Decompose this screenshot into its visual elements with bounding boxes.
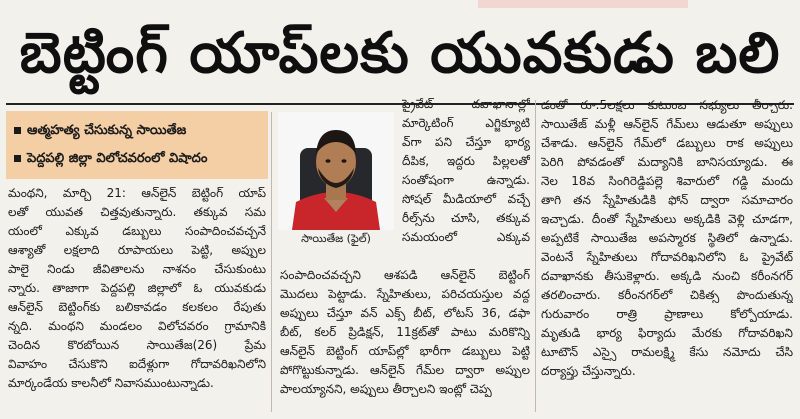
- highlight-text-1: ఆత్మహత్య చేసుకున్న సాయితేజ: [27, 123, 187, 138]
- text-line: పెరిగి పోవడంతో మద్యానికి బానిసయ్యాడు. ఈ: [541, 155, 793, 169]
- text-line: న్నది. మంథని మండలం విలోచవరం గ్రామానికి: [8, 319, 266, 333]
- text-line: సోషల్ మీడియాలో వచ్చే: [402, 192, 530, 206]
- top-color-band: [478, 0, 688, 8]
- text-line: పాలై నిండు జీవితాలను నాశనం చేసుకుంటు: [8, 262, 266, 276]
- text-line: ఆన్‌లైన్ బెట్టింగ్‌కు బలికావడం కలకలం రేపుతు: [8, 300, 266, 314]
- text-line: సంపాదించవచ్చని ఆశపడి ఆన్‌లైన్ బెట్టింగ్: [280, 268, 530, 282]
- text-line: అప్పటికే సాయితేజ అపస్మారక స్థితిలో ఉన్నాడు.: [541, 231, 793, 245]
- bullet-icon: [14, 155, 21, 162]
- text-line: వెంటనే స్నేహితులు గోదావరిఖనిలోని ఓ ప్రైవేట్: [541, 250, 793, 264]
- text-line: అప్పులు చేస్తూ వన్ ఎక్స్ బీట్, లోటస్ 36, డఫా: [280, 306, 530, 320]
- column-1: [8, 184, 266, 393]
- text-line: ఆన్‌లైన్ బెట్టింగ్ యాప్‌ల్లో భారీగా డబ్బులు పెట్టి: [280, 344, 530, 358]
- text-line: లతో యువత చిత్తవుతున్నారు. తక్కువ సమ: [8, 205, 266, 219]
- text-line: దీపిక, ఇద్దరు పిల్లలతో: [402, 154, 530, 168]
- text-line: తాగి తన స్నేహితుడికి ఫోన్ ద్వారా సమాచారం: [541, 193, 793, 207]
- text-line: చెందిన కొరబోయిన సాయితేజ(26) ప్రేమ: [8, 338, 266, 352]
- text-line: పాలయ్యానని, అప్పులు తీర్చాలని ఇంట్లో చెప్ప: [280, 382, 492, 396]
- headline: బెట్టింగ్ యాప్‌లకు యువకుడు బలి: [19, 20, 781, 86]
- text-line: సంతోషంగా ఉన్నాడు.: [402, 173, 530, 187]
- text-line: ప్రైవేట్ దవాఖానాల్లో: [402, 97, 530, 111]
- text-line: వ్‌గా పని చేస్తూ భార్య: [402, 135, 530, 149]
- highlight-text-2: పెద్దపల్లి జిల్లా విలోచవరంలో విషాదం: [27, 151, 208, 166]
- text-line: సాయితేజ్ మళ్లీ ఆన్‌లైన్ గేమ్‌లు ఆడుతూ అప్పులు: [541, 117, 793, 131]
- text-line: రీల్స్‌ను చూసి, తక్కువ: [402, 211, 530, 225]
- text-line: దవాఖానకు తీసుకెళ్లారు. అక్కడి నుంచి కరీంనగర్: [541, 269, 793, 283]
- text-line: వివాహం చేసుకొని ఐదేళ్లుగా గోదావరిఖనిలోని: [8, 357, 266, 371]
- portrait-illustration: [278, 112, 394, 230]
- text-line: మృతుడి భార్య ఫిర్యాదు మేరకు గోదావరిఖని: [541, 326, 793, 340]
- text-line: దర్యాప్తు చేస్తున్నారు.: [541, 364, 636, 378]
- top-strip: [0, 0, 800, 10]
- column-3: [541, 96, 793, 381]
- portrait-photo: [278, 112, 394, 230]
- text-line: సమయంలో ఎక్కువ: [402, 230, 530, 244]
- text-line: బీట్, కలర్ ప్రిడిక్షన్, 11క్రట్‌తో పాటు మరికొన్ని: [280, 325, 530, 339]
- text-line: మార్కండేయ కాలనీలో నివాసముంటున్నాడు.: [8, 376, 214, 390]
- text-line: మంథని, మార్చి 21: ఆన్‌లైన్ బెట్టింగ్ యాప్: [8, 186, 266, 200]
- highlight-item-1: [14, 123, 262, 141]
- photo-caption: సాయితేజ (ఫైల్): [301, 232, 371, 245]
- text-line: చేశాడు. ఆన్‌లైన్ గేమ్‌లో డబ్బులు రాక అప్పులు: [541, 136, 793, 150]
- text-line: మొదలు పెట్టాడు. స్నేహితులు, పరిచయస్తుల వద్ద: [280, 287, 530, 301]
- highlight-item-2: [14, 151, 262, 169]
- text-line: గురువారం రాత్రి ప్రాణాలు కోల్పోయాడు.: [541, 307, 793, 321]
- text-line: పోగొట్టుకున్నాడు. ఆన్‌లైన్ గేమ్‌ల ద్వారా అప్పుల: [280, 363, 530, 377]
- text-line: తరలించారు. కరీంనగర్‌లో చికిత్స పొందుతున్న: [541, 288, 793, 302]
- text-line: నెల 18వ సింగిరెడ్డిపల్లె శివారులో గడ్డి మందు: [541, 174, 793, 188]
- text-line: ఆశ్యాతో లక్షలాది రూపాయలు పెట్టి, అప్పుల: [8, 243, 266, 257]
- column-separator: [271, 112, 272, 412]
- text-line: న్నారు. తాజాగా పెద్దపల్లి జిల్లాలో ఓ యువకుడు: [8, 281, 266, 295]
- bullet-icon: [14, 127, 21, 134]
- text-line: డంతో రూ.5లక్షలు కుటుంబ సభ్యులు తీర్చారు.: [541, 98, 793, 112]
- column-separator: [535, 100, 536, 412]
- text-line: టూటౌన్ ఎస్సై రామలక్ష్మి కేసు నమోదు చేసి: [541, 345, 793, 359]
- text-line: మార్కెటింగ్ ఎగ్జిక్యూటి: [402, 116, 530, 130]
- column-2-bottom: [280, 266, 530, 399]
- text-line: యంలో ఎక్కువ డబ్బులు సంపాదించవచ్చనే: [8, 224, 266, 238]
- column-2-top: [402, 95, 530, 247]
- highlights-box: [6, 111, 268, 179]
- text-line: ఇచ్చాడు. దీంతో స్నేహితులు అక్కడికి వెళ్లి చూడగా,: [541, 212, 793, 226]
